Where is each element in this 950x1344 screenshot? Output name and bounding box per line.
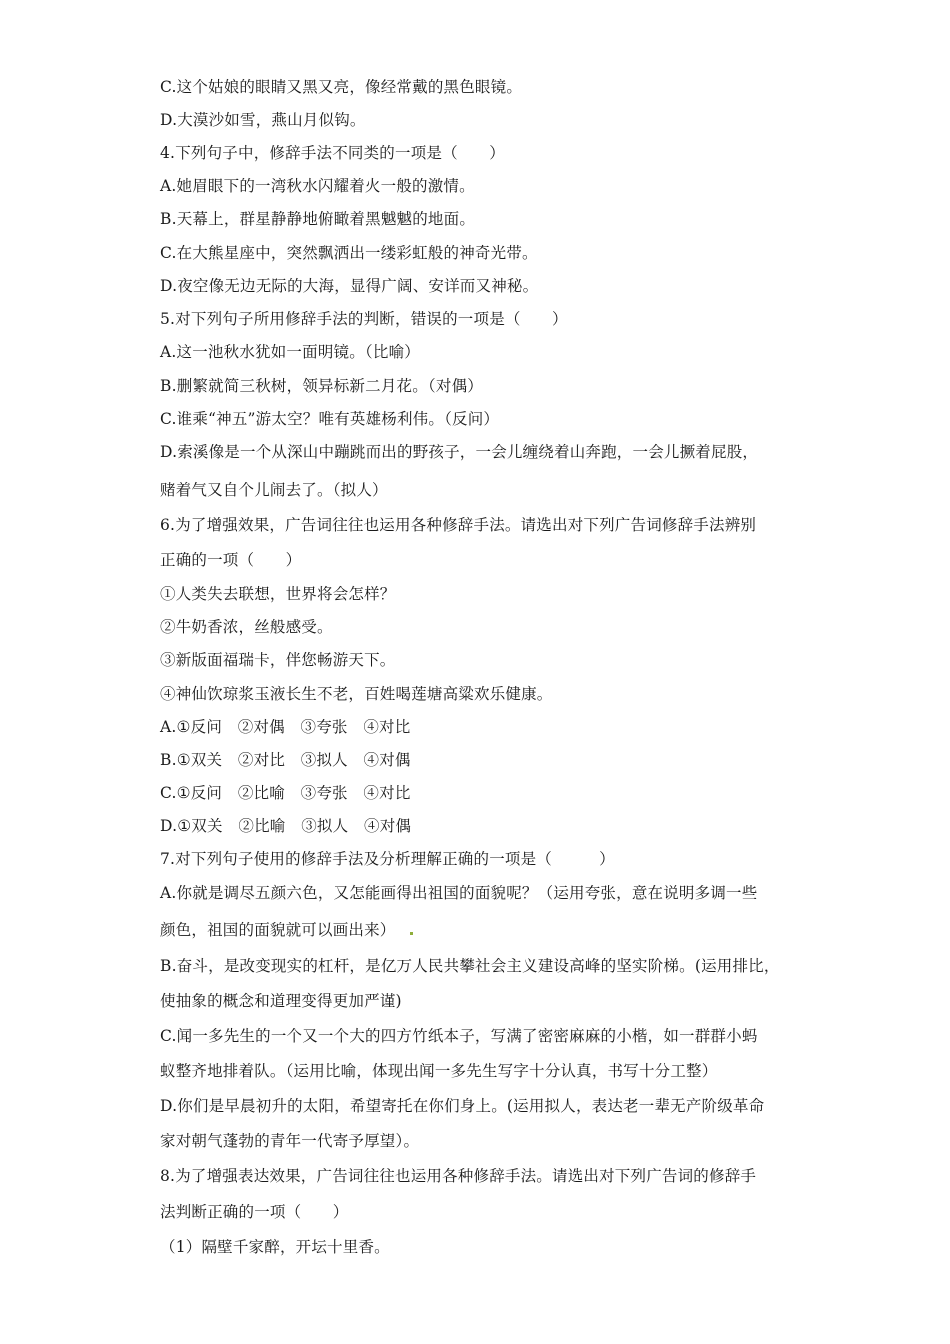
option-b: B.①双关 ②对比 ③拟人 ④对偶 xyxy=(160,751,411,769)
text-line: D.大漠沙如雪，燕山月似钩。 xyxy=(160,111,366,129)
question-6-stem: 6.为了增强效果，广告词往往也运用各种修辞手法。请选出对下列广告词修辞手法辨别 xyxy=(160,516,757,534)
text-line: 蚁整齐地排着队。（运用比喻，体现出闻一多先生写字十分认真，书写十分工整） xyxy=(160,1062,718,1080)
text-line: 赌着气又自个儿闹去了。（拟人） xyxy=(160,481,388,499)
option-c: C.闻一多先生的一个又一个大的四方竹纸本子，写满了密密麻麻的小楷，如一群群小蚂 xyxy=(160,1027,758,1045)
marker-dot xyxy=(410,932,413,935)
ad-line-1: ①人类失去联想，世界将会怎样？ xyxy=(160,585,396,603)
ad-line-1: （1）隔壁千家醉，开坛十里香。 xyxy=(160,1238,390,1256)
option-d: D.索溪像是一个从深山中蹦跳而出的野孩子，一会儿缠绕着山奔跑，一会儿撅着屁股， xyxy=(160,443,759,461)
option-a: A.这一池秋水犹如一面明镜。（比喻） xyxy=(160,343,420,361)
option-d: D.你们是早晨初升的太阳，希望寄托在你们身上。(运用拟人，表达老一辈无产阶级革命 xyxy=(160,1097,765,1115)
text-line: 使抽象的概念和道理变得更加严谨) xyxy=(160,992,402,1010)
text-line: 法判断正确的一项（ ） xyxy=(160,1203,349,1221)
option-b: B.删繁就简三秋树，领异标新二月花。（对偶） xyxy=(160,377,483,395)
ad-line-2: ②牛奶香浓，丝般感受。 xyxy=(160,618,333,636)
option-a: A.你就是调尽五颜六色，又怎能画得出祖国的面貌呢？（运用夸张，意在说明多调一些 xyxy=(160,884,758,902)
option-c: C.①反问 ②比喻 ③夸张 ④对比 xyxy=(160,784,411,802)
text-line: 家对朝气蓬勃的青年一代寄予厚望）。 xyxy=(160,1132,420,1150)
option-c: C.谁乘“神五”游太空？唯有英雄杨利伟。（反问） xyxy=(160,410,500,428)
option-c: C.在大熊星座中，突然飘洒出一缕彩虹般的神奇光带。 xyxy=(160,244,538,262)
text-line: 正确的一项（ ） xyxy=(160,551,302,569)
question-7-stem: 7.对下列句子使用的修辞手法及分析理解正确的一项是（ ） xyxy=(160,850,615,868)
text-line: C.这个姑娘的眼睛又黑又亮，像经常戴的黑色眼镜。 xyxy=(160,78,523,96)
option-a: A.①反问 ②对偶 ③夸张 ④对比 xyxy=(160,718,411,736)
question-4-stem: 4.下列句子中，修辞手法不同类的一项是（ ） xyxy=(160,144,505,162)
ad-line-4: ④神仙饮琼浆玉液长生不老，百姓喝莲塘高粱欢乐健康。 xyxy=(160,685,553,703)
option-b: B.天幕上，群星静静地俯瞰着黑魆魆的地面。 xyxy=(160,210,476,228)
option-d: D.①双关 ②比喻 ③拟人 ④对偶 xyxy=(160,817,412,835)
question-5-stem: 5.对下列句子所用修辞手法的判断，错误的一项是（ ） xyxy=(160,310,568,328)
option-b: B.奋斗，是改变现实的杠杆，是亿万人民共攀社会主义建设高峰的坚实阶梯。(运用排比， xyxy=(160,957,780,975)
option-d: D.夜空像无边无际的大海，显得广阔、安详而又神秘。 xyxy=(160,277,539,295)
text-line: 颜色，祖国的面貌就可以画出来） xyxy=(160,921,396,939)
option-a: A.她眉眼下的一湾秋水闪耀着火一般的激情。 xyxy=(160,177,475,195)
ad-line-3: ③新版面福瑞卡，伴您畅游天下。 xyxy=(160,651,396,669)
question-8-stem: 8.为了增强表达效果，广告词往往也运用各种修辞手法。请选出对下列广告词的修辞手 xyxy=(160,1167,757,1185)
